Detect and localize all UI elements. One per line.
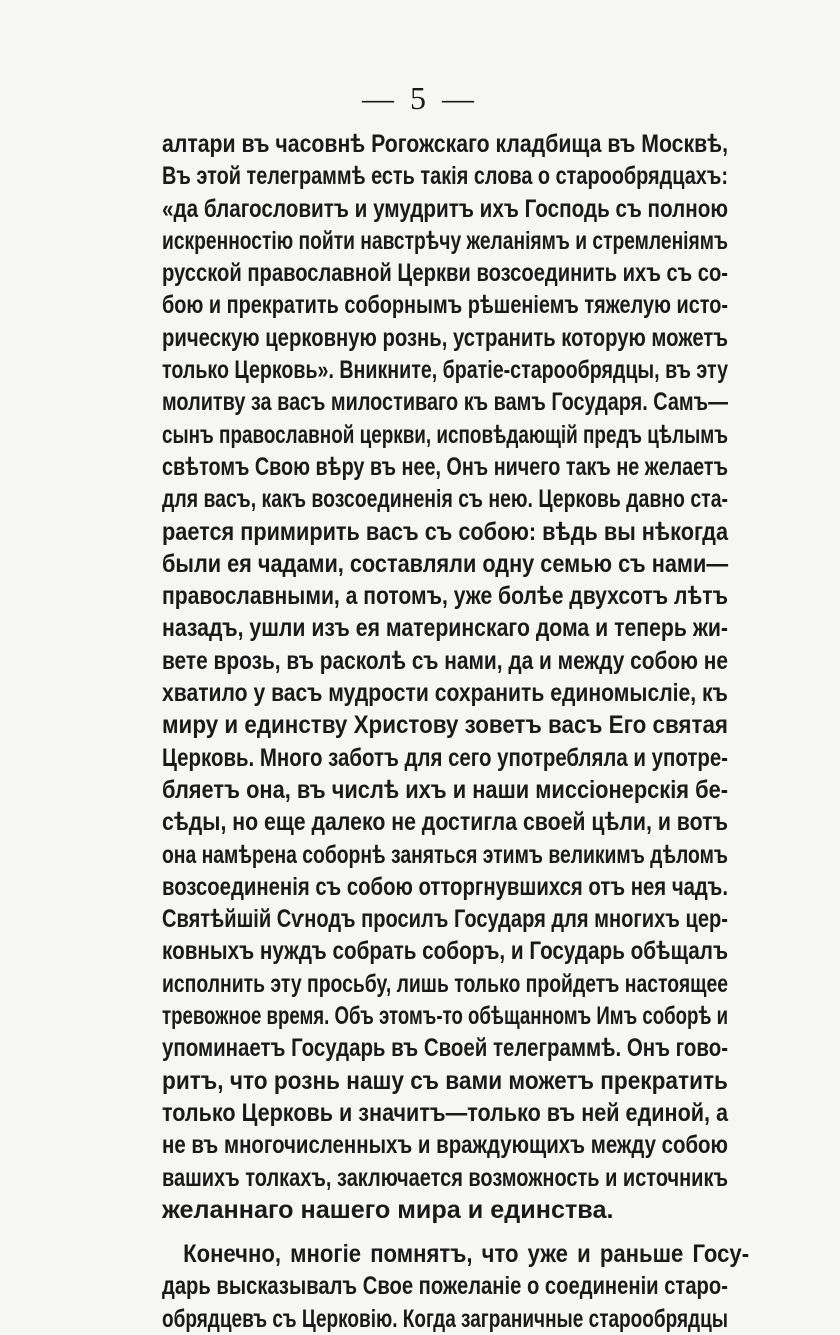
text-line: Святѣйшій Сѵнодъ просилъ Государя для многихъ цер- [162, 905, 728, 934]
text-line: желаннаго нашего мира и единства. [162, 1195, 614, 1224]
text-line: для васъ, какъ возсоединенія съ нею. Церковь давно ста- [162, 485, 728, 514]
text-line: бляетъ она, въ числѣ ихъ и наши миссіонерскія бе- [162, 775, 728, 804]
page-number: — 5 — [362, 80, 478, 116]
text-line: молитву за васъ милостиваго къ вамъ Государя. Самъ— [162, 388, 728, 417]
text-line: возсоединенія съ собою отторгнувшихся отъ нея чадъ. [162, 872, 729, 901]
text-line: Конечно, многіе помнятъ, что уже и раньше Госу- [183, 1240, 750, 1269]
paragraph-1 [162, 128, 728, 1226]
text-line: рическую церковную рознь, устранить которую можетъ [162, 323, 729, 352]
text-line: не въ многочисленныхъ и враждующихъ между собою [162, 1131, 728, 1160]
text-line: ковныхъ нуждъ собрать соборъ, и Государь обѣщалъ [162, 937, 729, 966]
text-line: вашихъ толкахъ, заключается возможность и источникъ [162, 1163, 729, 1192]
text-line: тревожное время. Объ этомъ-то обѣщанномъ Имъ соборѣ и [162, 1002, 729, 1031]
text-line: миру и единству Христову зоветъ васъ Его святая [162, 711, 728, 740]
text-line: назадъ, ушли изъ ея материнскаго дома и теперь жи- [162, 614, 728, 643]
text-line: хватило у васъ мудрости сохранить единомысліе, къ [162, 679, 728, 708]
text-line: упоминаетъ Государь въ Своей телеграммѣ. Онъ гово- [162, 1034, 729, 1063]
text-line: сѣды, но еще далеко не достигла своей цѣли, и вотъ [162, 808, 729, 837]
text-line: алтари въ часовнѣ Рогожскаго кладбища въ Москвѣ, [162, 130, 729, 158]
text-line: «да благословитъ и умудритъ ихъ Господь съ полною [162, 194, 728, 223]
text-line: обрядцевъ съ Церковію. Когда заграничные старообрядцы [162, 1304, 729, 1333]
text-line: русской православной Церкви возсоединить ихъ съ со- [162, 259, 729, 288]
text-line: вете врозь, въ расколѣ съ нами, да и между собою не [162, 646, 728, 675]
text-line: православными, а потомъ, уже болѣе двухсотъ лѣтъ [162, 582, 729, 611]
paragraph-gap [162, 1226, 728, 1238]
text-line: только Церковь». Вникните, братіе-старообрядцы, въ эту [162, 356, 729, 385]
text-line: рается примирить васъ съ собою: вѣдь вы нѣкогда [162, 517, 729, 546]
text-line: ритъ, что рознь нашу съ вами можетъ прекратить [162, 1066, 728, 1095]
text-line: были ея чадами, составляли одну семью съ нами— [162, 549, 729, 578]
text-line: сынъ православной церкви, исповѣдающій предъ цѣлымъ [162, 420, 728, 449]
paragraph-2 [162, 1238, 750, 1335]
text-line: Церковь. Много заботъ для сего употребляла и употре- [162, 743, 728, 772]
text-line: исполнить эту просьбу, лишь только пройдетъ настоящее [162, 969, 729, 998]
text-line: Въ этой телеграммѣ есть такія слова о старообрядцахъ: [162, 162, 728, 191]
text-line: искренностію пойти навстрѣчу желаніямъ и стремленіямъ [162, 226, 728, 255]
text-line: дарь высказывалъ Свое пожеланіе о соединеніи старо- [162, 1272, 728, 1301]
text-line: бою и прекратить соборнымъ рѣшеніемъ тяжелую исто- [162, 291, 728, 320]
text-line: свѣтомъ Свою вѣру въ нее, Онъ ничего такъ не желаетъ [162, 452, 728, 481]
body-text [162, 128, 750, 1335]
text-line: только Церковь и значитъ—только въ ней единой, а [162, 1098, 729, 1127]
text-line: она намѣрена соборнѣ заняться этимъ великимъ дѣломъ [162, 840, 728, 869]
